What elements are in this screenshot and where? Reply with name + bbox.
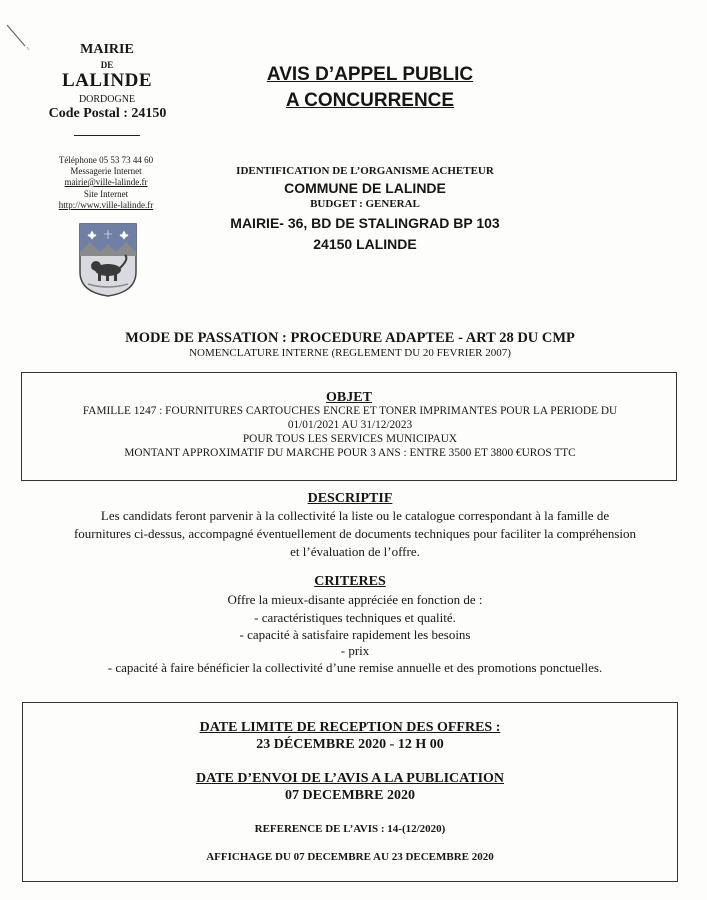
- sender-messaging-label: Messagerie Internet: [70, 166, 142, 176]
- sender-mairie: MAIRIE: [80, 42, 134, 57]
- header-divider: [74, 135, 140, 136]
- notice-title-line2: A CONCURRENCE: [285, 90, 455, 111]
- posting-period: AFFICHAGE DU 07 DECEMBRE AU 23 DECEMBRE 2020: [206, 851, 494, 863]
- scan-mark: [5, 22, 31, 52]
- criteres-heading: CRITERES: [314, 574, 386, 589]
- sender-town: LALINDE: [61, 70, 153, 91]
- objet-line: 01/01/2021 AU 31/12/2023: [287, 419, 413, 431]
- sender-phone: Téléphone 05 53 73 44 60: [58, 155, 154, 165]
- buyer-address-line1: MAIRIE- 36, BD DE STALINGRAD BP 103: [230, 215, 500, 231]
- notice-reference: REFERENCE DE L’AVIS : 14-(12/2020): [254, 823, 446, 835]
- buyer-budget: BUDGET : GENERAL: [310, 198, 420, 210]
- descriptif-line: Les candidats feront parvenir à la collectivité la liste ou le catalogue correspondant à la famille de: [100, 508, 610, 523]
- sender-de: DE: [100, 60, 114, 70]
- criteres-line: - caractéristiques techniques et qualité.: [254, 610, 456, 625]
- criteres-line: - capacité à faire bénéficier la collectivité d’une remise annuelle et des promotions ponctuelles.: [107, 660, 603, 675]
- sender-website-link[interactable]: http://www.ville-lalinde.fr: [58, 200, 154, 210]
- buyer-commune: COMMUNE DE LALINDE: [284, 180, 446, 196]
- objet-heading: OBJET: [326, 390, 372, 405]
- sender-postal-code: Code Postal : 24150: [48, 106, 167, 121]
- sending-date-value: 07 DECEMBRE 2020: [285, 788, 415, 803]
- procedure-mode: MODE DE PASSATION : PROCEDURE ADAPTEE - ART 28 DU CMP: [125, 330, 575, 346]
- deadline-label: DATE LIMITE DE RECEPTION DES OFFRES :: [199, 720, 501, 735]
- buyer-identification-label: IDENTIFICATION DE L’ORGANISME ACHETEUR: [236, 165, 494, 177]
- objet-line: MONTANT APPROXIMATIF DU MARCHE POUR 3 ANS : ENTRE 3500 ET 3800 €UROS TTC: [124, 447, 576, 459]
- criteres-line: - prix: [340, 643, 370, 658]
- deadline-value: 23 DÉCEMBRE 2020 - 12 H 00: [256, 737, 444, 752]
- sender-department: DORDOGNE: [78, 94, 136, 105]
- descriptif-heading: DESCRIPTIF: [307, 491, 393, 506]
- lalinde-coat-of-arms-icon: [78, 222, 138, 298]
- criteres-line: - capacité à satisfaire rapidement les besoins: [239, 627, 471, 642]
- descriptif-line: fournitures ci-dessus, accompagné éventuellement de documents techniques pour faciliter la compréhension: [73, 526, 637, 541]
- sender-site-label: Site Internet: [83, 189, 129, 199]
- descriptif-line: et l’évaluation de l’offre.: [290, 544, 420, 559]
- objet-line: POUR TOUS LES SERVICES MUNICIPAUX: [242, 433, 458, 445]
- buyer-address-line2: 24150 LALINDE: [313, 236, 417, 252]
- notice-title-line1: AVIS D’APPEL PUBLIC: [266, 64, 474, 85]
- procedure-nomenclature: NOMENCLATURE INTERNE (REGLEMENT DU 20 FEVRIER 2007): [189, 347, 511, 359]
- sending-date-label: DATE D’ENVOI DE L’AVIS A LA PUBLICATION: [195, 771, 505, 786]
- sender-email-link[interactable]: mairie@ville-lalinde.fr: [64, 177, 148, 187]
- objet-line: FAMILLE 1247 : FOURNITURES CARTOUCHES ENCRE ET TONER IMPRIMANTES POUR LA PERIODE DU: [82, 405, 618, 417]
- criteres-line: Offre la mieux-disante appréciée en fonction de :: [227, 592, 483, 607]
